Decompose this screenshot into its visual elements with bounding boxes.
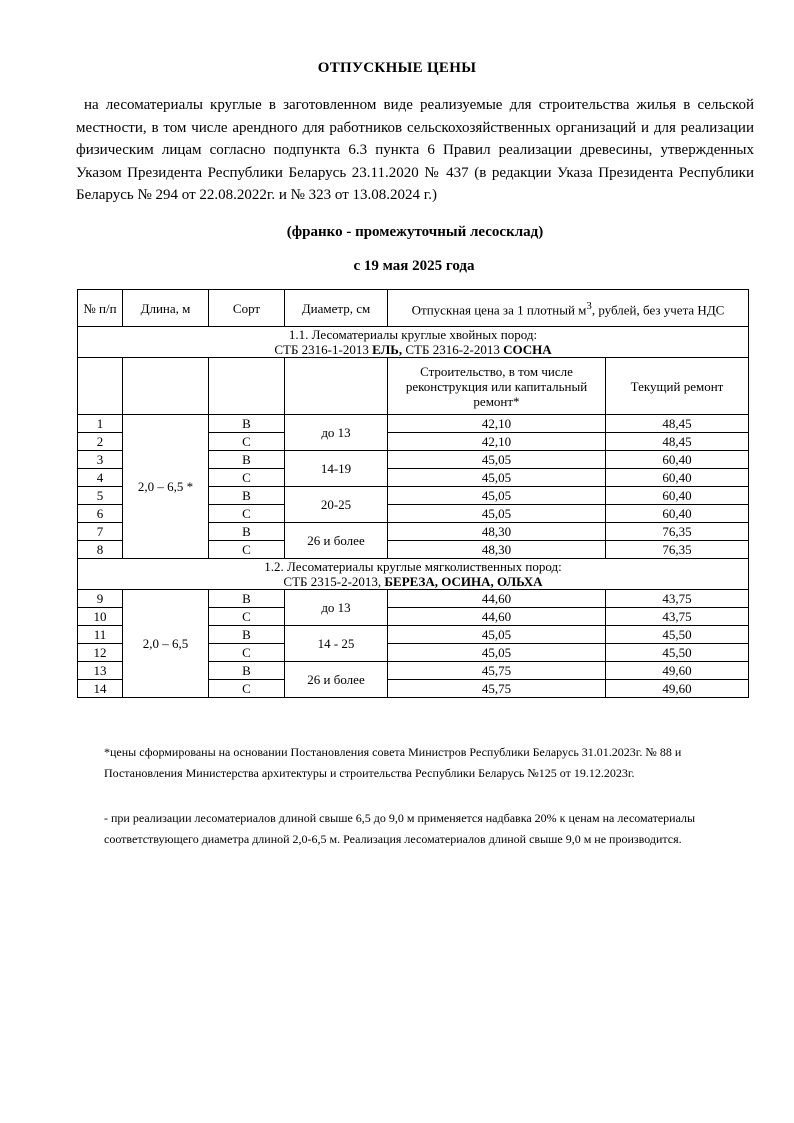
row-num: 2 bbox=[78, 433, 123, 451]
construction-price: 45,75 bbox=[388, 662, 606, 680]
section-2-line1: 1.2. Лесоматериалы круглые мягколиственных пород: bbox=[264, 559, 562, 574]
section-1-std2: СТБ 2316-2-2013 bbox=[402, 342, 504, 357]
section-2-title bbox=[78, 559, 749, 590]
subheader-empty bbox=[285, 358, 388, 415]
repair-price: 60,40 bbox=[606, 469, 749, 487]
grade-cell: В bbox=[209, 487, 285, 505]
diameter-cell: 14-19 bbox=[285, 451, 388, 487]
header-price-sup: 3 bbox=[586, 299, 592, 312]
grade-cell: В bbox=[209, 626, 285, 644]
construction-price: 42,10 bbox=[388, 433, 606, 451]
section-header-2 bbox=[78, 559, 749, 590]
effective-date: с 19 мая 2025 года bbox=[353, 258, 475, 274]
grade-cell: В bbox=[209, 523, 285, 541]
subheader-empty bbox=[123, 358, 209, 415]
section-2-species: БЕРЕЗА, ОСИНА, ОЛЬХА bbox=[384, 574, 543, 589]
header-length: Длина, м bbox=[123, 290, 209, 327]
row-num: 3 bbox=[78, 451, 123, 469]
construction-price: 45,05 bbox=[388, 487, 606, 505]
diameter-cell: 26 и более bbox=[285, 523, 388, 559]
row-num: 10 bbox=[78, 608, 123, 626]
grade-cell: С bbox=[209, 433, 285, 451]
repair-price: 48,45 bbox=[606, 433, 749, 451]
grade-cell: С bbox=[209, 505, 285, 523]
grade-cell: С bbox=[209, 541, 285, 559]
grade-cell: С bbox=[209, 644, 285, 662]
row-num: 12 bbox=[78, 644, 123, 662]
grade-cell: С bbox=[209, 469, 285, 487]
row-num: 8 bbox=[78, 541, 123, 559]
header-repair: Текущий ремонт bbox=[606, 358, 749, 415]
row-num: 9 bbox=[78, 590, 123, 608]
construction-price: 45,05 bbox=[388, 626, 606, 644]
construction-price: 48,30 bbox=[388, 541, 606, 559]
row-num: 7 bbox=[78, 523, 123, 541]
row-num: 13 bbox=[78, 662, 123, 680]
construction-price: 45,75 bbox=[388, 680, 606, 698]
diameter-cell: 26 и более bbox=[285, 662, 388, 698]
repair-price: 48,45 bbox=[606, 415, 749, 433]
grade-cell: В bbox=[209, 590, 285, 608]
section-1-species1: ЕЛЬ, bbox=[372, 342, 403, 357]
table-header-row bbox=[78, 290, 749, 327]
section-1-species2: СОСНА bbox=[503, 342, 552, 357]
grade-cell: С bbox=[209, 680, 285, 698]
table-row bbox=[78, 590, 749, 608]
construction-price: 48,30 bbox=[388, 523, 606, 541]
footnote-surcharge: - при реализации лесоматериалов длиной свыше 6,5 до 9,0 м применяется надбавка 20% к ценам на лесоматериалы соответствующего диаметра длиной 2,0-6,5 м. Реализация лесоматериалов длиной свыше 9,0 м не производится. bbox=[104, 811, 696, 846]
row-num: 6 bbox=[78, 505, 123, 523]
header-price-text-end: , рублей, без учета НДС bbox=[591, 302, 725, 318]
header-price-text: Отпускная цена за 1 плотный м bbox=[411, 302, 587, 318]
row-num: 4 bbox=[78, 469, 123, 487]
section-1-title bbox=[78, 327, 749, 358]
section-1-std1: СТБ 2316-1-2013 bbox=[274, 342, 373, 357]
section-1-line1: 1.1. Лесоматериалы круглые хвойных пород: bbox=[288, 327, 538, 342]
repair-price: 76,35 bbox=[606, 523, 749, 541]
subheader-row bbox=[78, 358, 749, 415]
row-num: 11 bbox=[78, 626, 123, 644]
subheader-empty bbox=[78, 358, 123, 415]
repair-price: 43,75 bbox=[606, 590, 749, 608]
section-2-line2 bbox=[81, 574, 745, 589]
repair-price: 49,60 bbox=[606, 680, 749, 698]
document-intro bbox=[76, 94, 754, 207]
construction-price: 44,60 bbox=[388, 590, 606, 608]
header-grade: Сорт bbox=[209, 290, 285, 327]
row-num: 5 bbox=[78, 487, 123, 505]
length-cell: 2,0 – 6,5 * bbox=[123, 415, 209, 559]
section-header-1 bbox=[78, 327, 749, 358]
grade-cell: С bbox=[209, 608, 285, 626]
section-1-line2 bbox=[81, 342, 745, 357]
construction-price: 45,05 bbox=[388, 505, 606, 523]
length-cell: 2,0 – 6,5 bbox=[123, 590, 209, 698]
header-construction: Строительство, в том числе реконструкция или капитальный ремонт* bbox=[388, 358, 606, 415]
price-table bbox=[77, 289, 749, 698]
header-num: № п/п bbox=[78, 290, 123, 327]
construction-price: 44,60 bbox=[388, 608, 606, 626]
repair-price: 60,40 bbox=[606, 487, 749, 505]
repair-price: 45,50 bbox=[606, 644, 749, 662]
header-price bbox=[388, 290, 749, 327]
section-2-std: СТБ 2315-2-2013, bbox=[283, 574, 385, 589]
repair-price: 76,35 bbox=[606, 541, 749, 559]
row-num: 1 bbox=[78, 415, 123, 433]
diameter-cell: до 13 bbox=[285, 415, 388, 451]
row-num: 14 bbox=[78, 680, 123, 698]
construction-price: 45,05 bbox=[388, 451, 606, 469]
repair-price: 60,40 bbox=[606, 505, 749, 523]
diameter-cell: до 13 bbox=[285, 590, 388, 626]
grade-cell: В bbox=[209, 415, 285, 433]
repair-price: 60,40 bbox=[606, 451, 749, 469]
diameter-cell: 14 - 25 bbox=[285, 626, 388, 662]
header-diameter: Диаметр, см bbox=[285, 290, 388, 327]
repair-price: 45,50 bbox=[606, 626, 749, 644]
construction-price: 45,05 bbox=[388, 644, 606, 662]
table-row bbox=[78, 415, 749, 433]
subheader-empty bbox=[209, 358, 285, 415]
repair-price: 43,75 bbox=[606, 608, 749, 626]
document-title: ОТПУСКНЫЕ ЦЕНЫ bbox=[317, 60, 477, 76]
construction-price: 42,10 bbox=[388, 415, 606, 433]
grade-cell: В bbox=[209, 451, 285, 469]
grade-cell: В bbox=[209, 662, 285, 680]
intro-text: на лесоматериалы круглые в заготовленном виде реализуемые для строительства жилья в сельской местности, в том числе арендного для работников сельскохозяйственных организаций и для реализации физическим лицам согласно подпункта 6.3 пункта 6 Правил реализации древесины, утвержденных Указом Президента Республики Беларусь 23.11.2020 № 437 (в редакции Указа Президента Республики Беларусь № 294 от 22.08.2022г. и № 323 от 13.08.2024 г.) bbox=[76, 97, 754, 203]
franco-note: (франко - промежуточный лесосклад) bbox=[286, 224, 544, 240]
construction-price: 45,05 bbox=[388, 469, 606, 487]
repair-price: 49,60 bbox=[606, 662, 749, 680]
diameter-cell: 20-25 bbox=[285, 487, 388, 523]
footnote-prices: *цены сформированы на основании Постановления совета Министров Республики Беларусь 31.01.2023г. № 88 и Постановления Министерства архитектуры и строительства Республики Беларусь №125 от 19.12.2023г. bbox=[104, 745, 682, 780]
